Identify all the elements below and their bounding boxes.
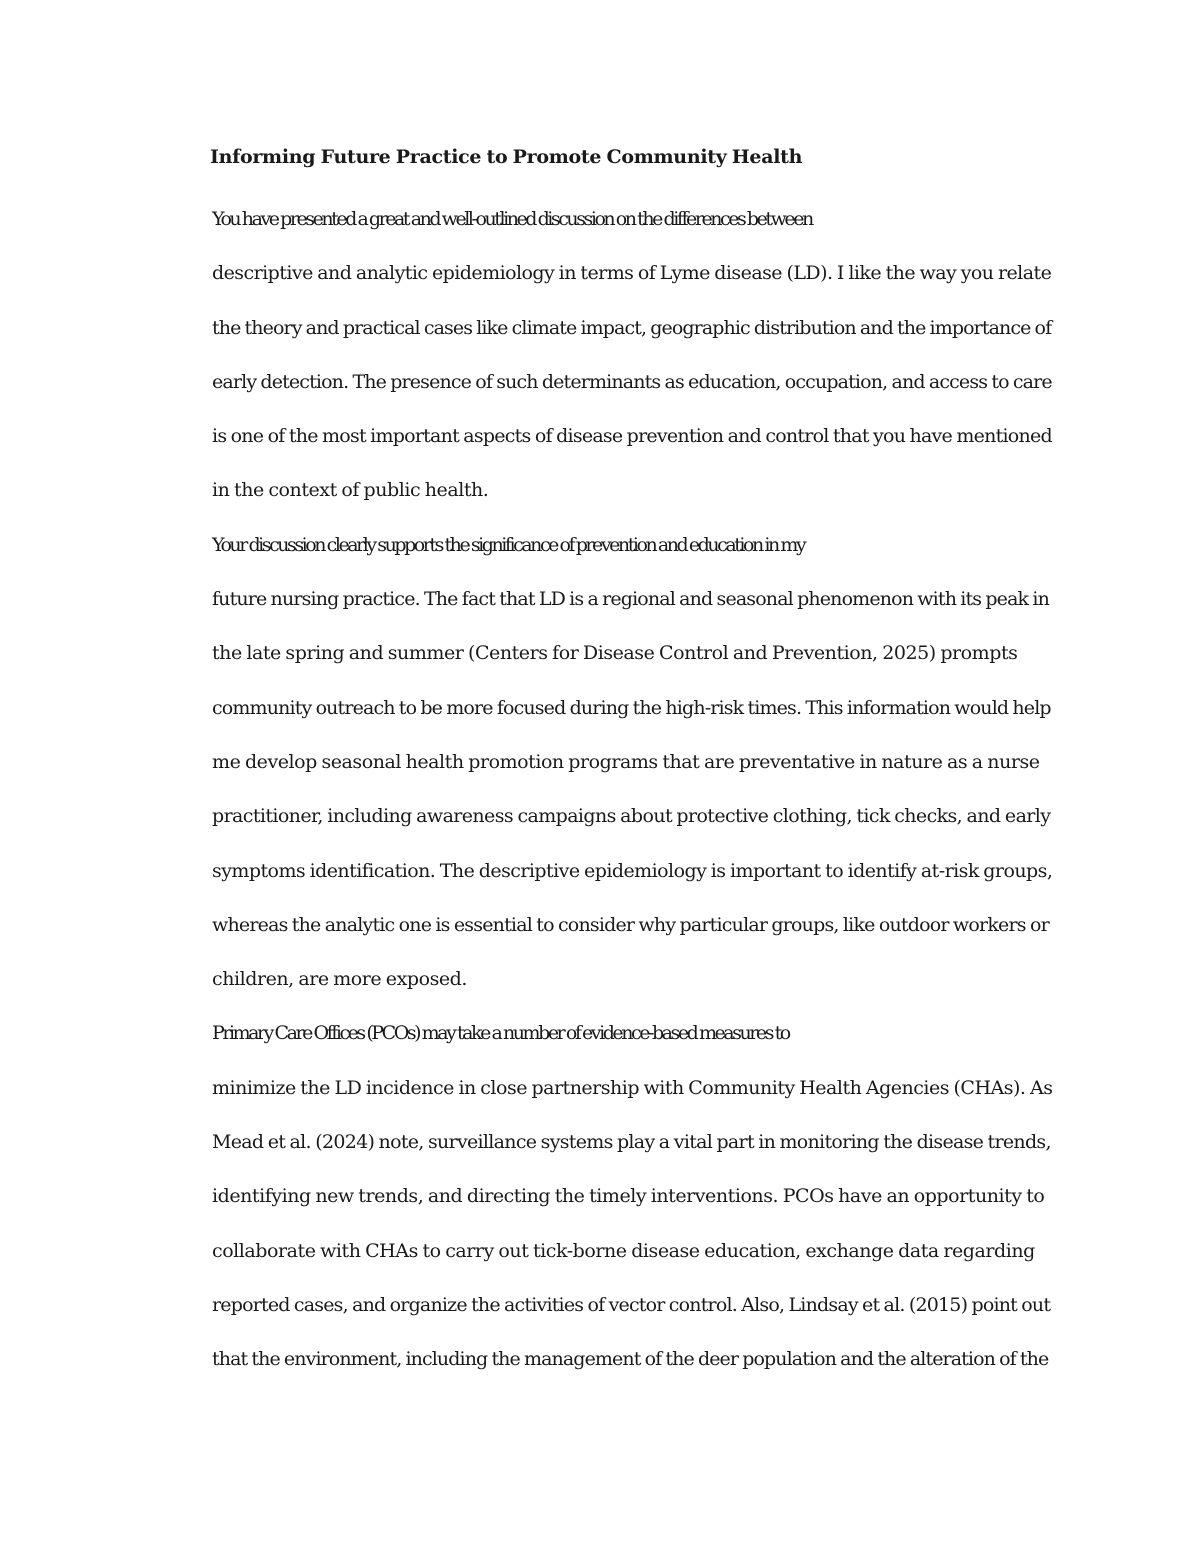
paragraph-line: in the context of public health. xyxy=(212,479,489,502)
paragraph-line: collaborate with CHAs to carry out tick-borne disease education, exchange data regarding xyxy=(212,1239,1035,1262)
paragraph-line: You have presented a great and well-outlined discussion on the differences between xyxy=(212,208,812,230)
paragraph-line: reported cases, and organize the activities of vector control. Also, Lindsay et al. (2015) point out xyxy=(212,1293,1051,1316)
paragraph-line: children, are more exposed. xyxy=(212,968,467,991)
paragraph-line: me develop seasonal health promotion programs that are preventative in nature as a nurse xyxy=(212,750,1040,773)
paragraph-line: Primary Care Offices (PCOs) may take a number of evidence-based measures to xyxy=(212,1022,789,1045)
paragraph-line: the theory and practical cases like climate impact, geographic distribution and the importance of xyxy=(212,316,1052,339)
paragraph-line: is one of the most important aspects of disease prevention and control that you have mentioned xyxy=(212,425,1052,448)
document-body xyxy=(142,139,1052,1387)
paragraph-line: practitioner, including awareness campaigns about protective clothing, tick checks, and early xyxy=(212,805,1051,828)
paragraph-line: future nursing practice. The fact that LD is a regional and seasonal phenomenon with its peak in xyxy=(212,588,1050,611)
paragraph-line: community outreach to be more focused during the high-risk times. This information would help xyxy=(212,696,1051,719)
paragraph-line: symptoms identification. The descriptive epidemiology is important to identify at-risk groups, xyxy=(212,859,1053,882)
paragraph-line: that the environment, including the management of the deer population and the alteration of the xyxy=(212,1348,1049,1371)
paragraph-2 xyxy=(142,518,1052,1007)
paragraph-line: descriptive and analytic epidemiology in terms of Lyme disease (LD). I like the way you relate xyxy=(212,262,1052,285)
paragraph-line: identifying new trends, and directing the timely interventions. PCOs have an opportunity to xyxy=(212,1185,1045,1208)
paragraph-line: Your discussion clearly supports the significance of prevention and education in my xyxy=(212,533,805,556)
document-title: Informing Future Practice to Promote Community Health xyxy=(210,146,803,168)
paragraph-line: early detection. The presence of such determinants as education, occupation, and access to care xyxy=(212,370,1052,393)
paragraph-line: whereas the analytic one is essential to consider why particular groups, like outdoor workers or xyxy=(212,913,1049,936)
paragraph-line: the late spring and summer (Centers for Disease Control and Prevention, 2025) prompts xyxy=(212,642,1018,665)
paragraph-3 xyxy=(142,1006,1052,1386)
paragraph-line: Mead et al. (2024) note, surveillance systems play a vital part in monitoring the disease trends, xyxy=(212,1131,1051,1154)
paragraph-1 xyxy=(142,192,1052,518)
paragraph-line: minimize the LD incidence in close partnership with Community Health Agencies (CHAs). As xyxy=(212,1076,1053,1099)
